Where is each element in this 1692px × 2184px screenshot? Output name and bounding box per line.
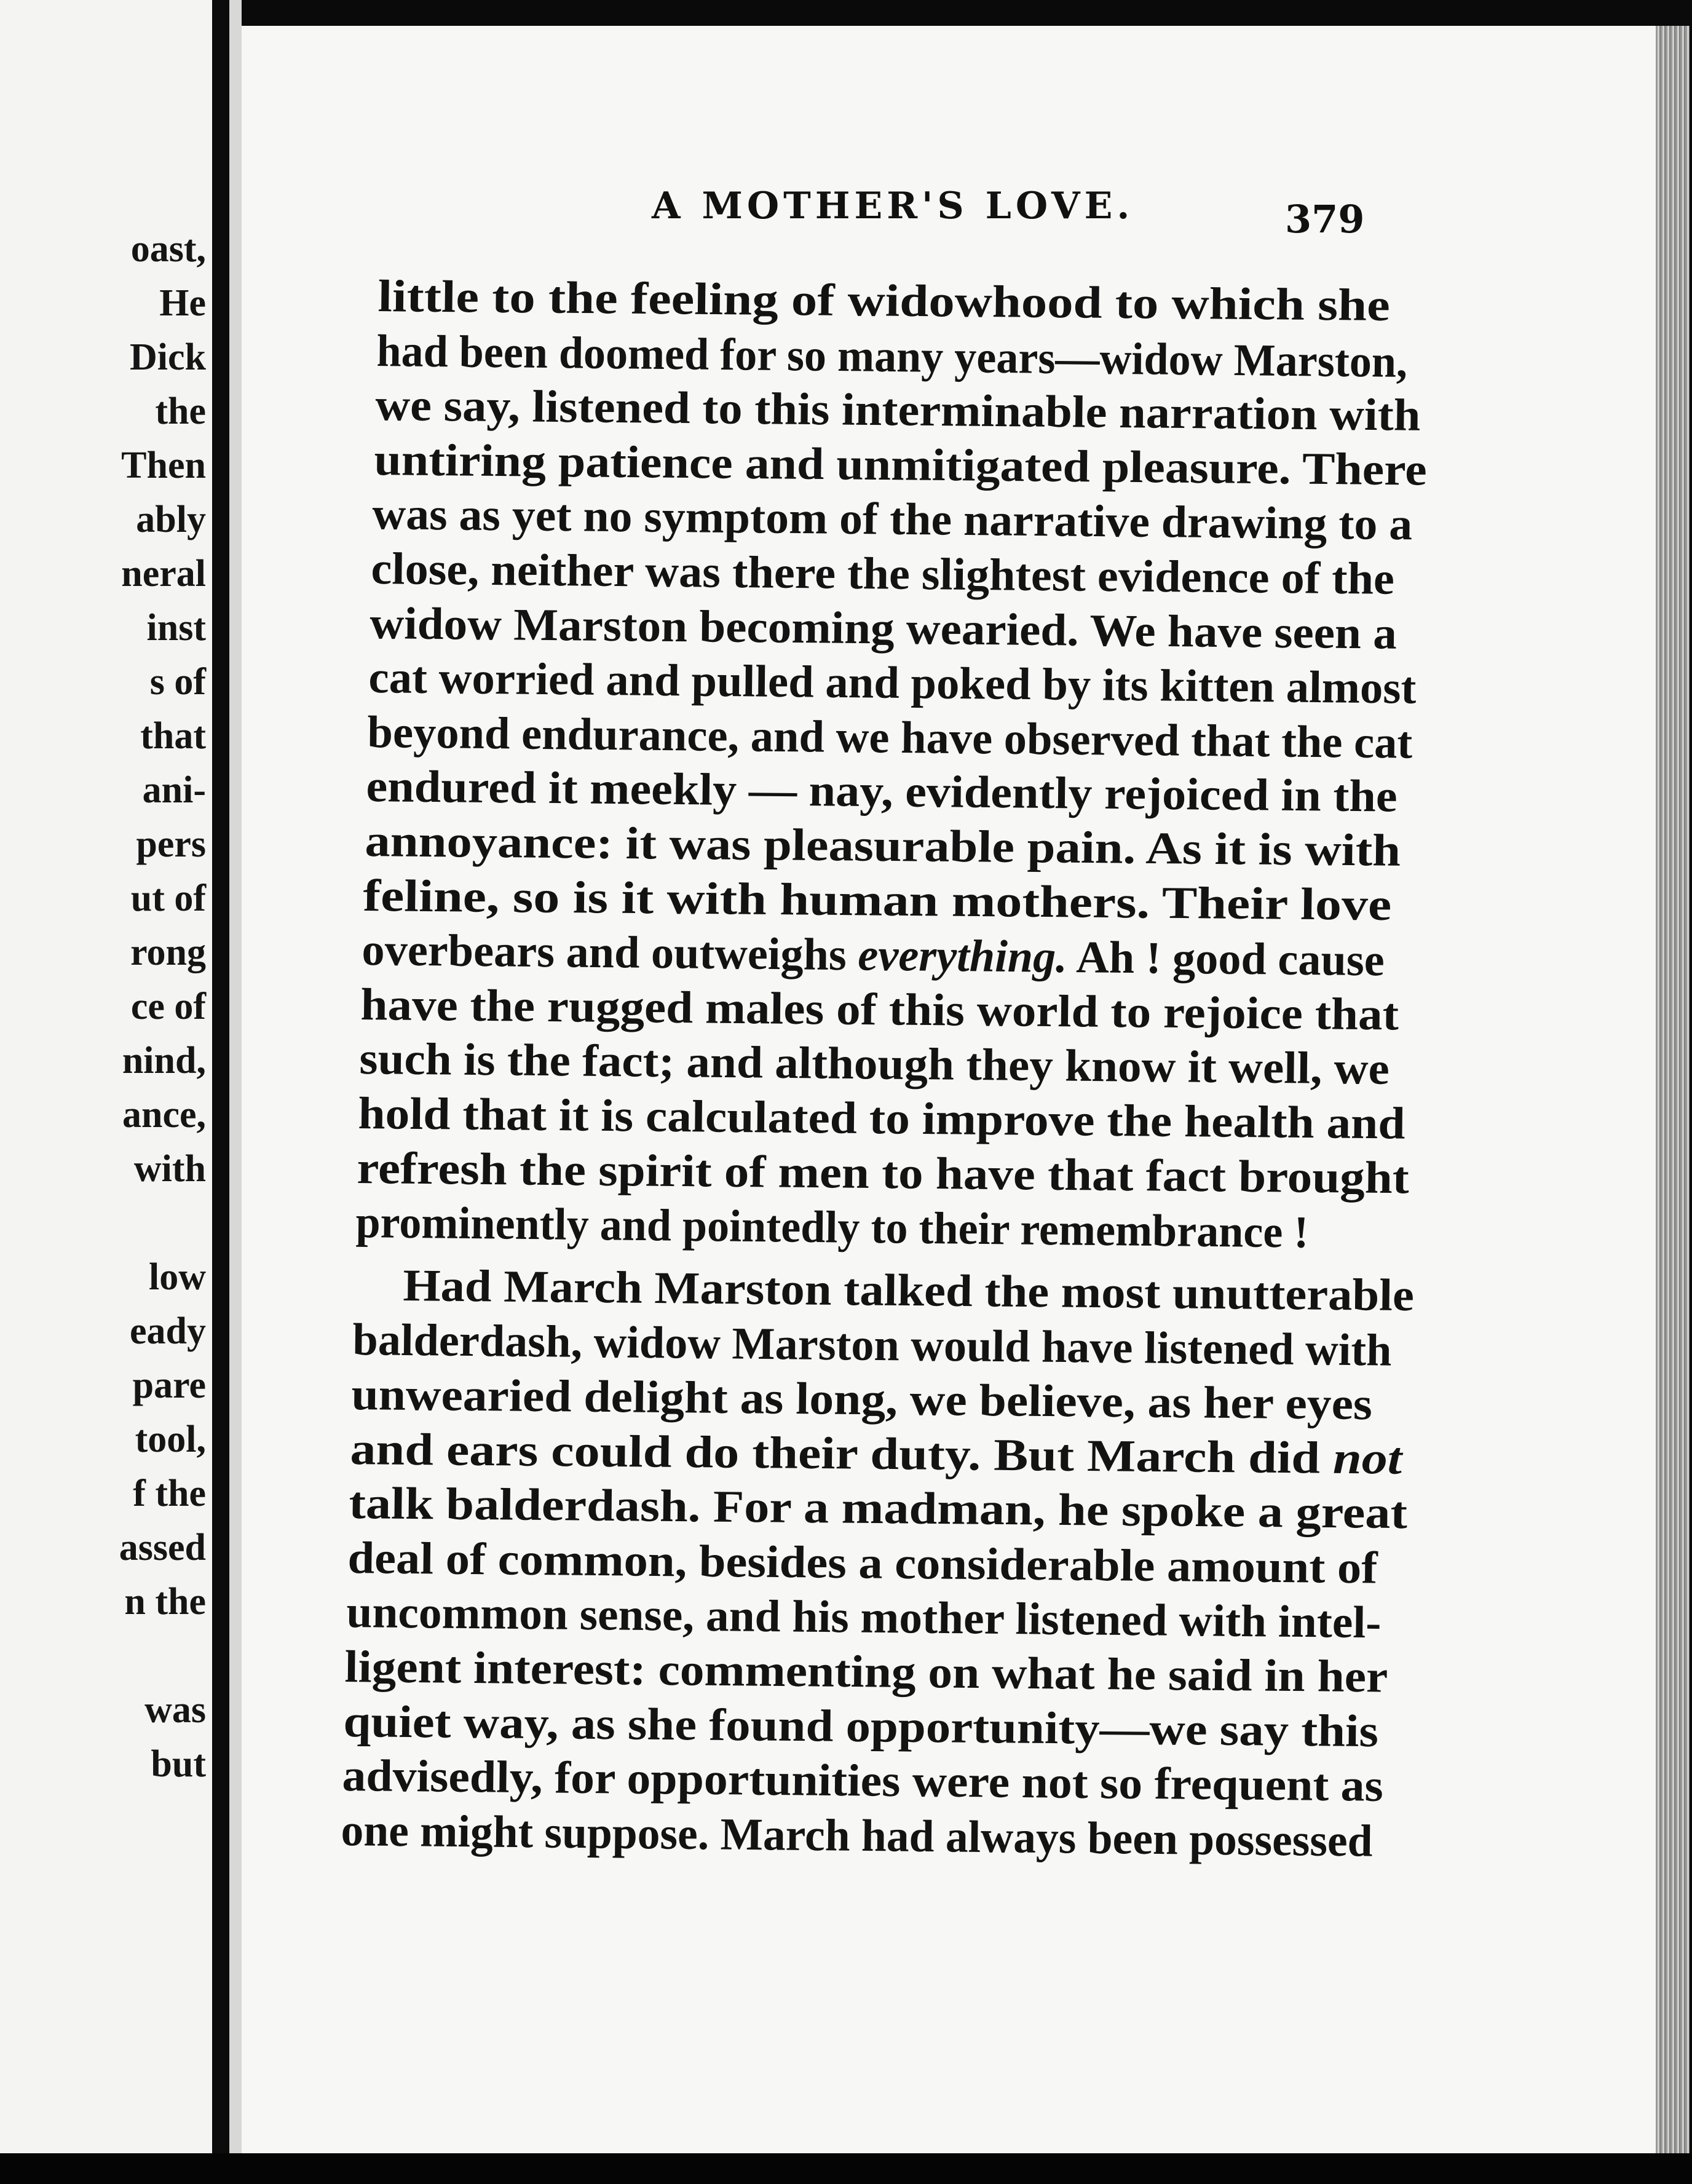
text-line: untiring patience and unmitigated pleasure. There bbox=[373, 434, 1427, 496]
left-page-fragment: Dick bbox=[130, 336, 206, 378]
text-line bbox=[362, 924, 1385, 987]
text-segment: and ears could do their duty. But March did bbox=[350, 1423, 1334, 1484]
left-page-fragment: ably bbox=[136, 499, 206, 540]
text-line: ligent interest: commenting on what he said in her bbox=[344, 1642, 1389, 1703]
text-line: cat worried and pulled and poked by its kitten almost bbox=[368, 652, 1417, 714]
text-line: was as yet no symptom of the narrative drawing to a bbox=[372, 489, 1413, 550]
left-page-fragment: but bbox=[151, 1743, 206, 1785]
left-page-fragment: was bbox=[144, 1689, 206, 1731]
page-number: 379 bbox=[1285, 197, 1365, 242]
left-page-fragment: ance, bbox=[122, 1094, 206, 1136]
text-line: balderdash, widow Marston would have listened with bbox=[352, 1315, 1393, 1377]
text-line: beyond endurance, and we have observed that the cat bbox=[366, 706, 1413, 769]
emphasis-text: everything. bbox=[858, 930, 1068, 983]
text-line: widow Marston becoming wearied. We have seen a bbox=[370, 598, 1397, 659]
left-page-fragment: rong bbox=[130, 932, 206, 973]
left-page-fragment: ani- bbox=[142, 769, 206, 811]
text-line: prominently and pointedly to their remembrance ! bbox=[355, 1197, 1309, 1258]
text-line: endured it meekly — nay, evidently rejoiced in the bbox=[365, 761, 1397, 822]
text-line: we say, listened to this interminable narration with bbox=[374, 380, 1421, 441]
text-segment: overbears and outweighs bbox=[362, 925, 859, 981]
left-page-fragment: He bbox=[159, 282, 206, 324]
left-page-fragment: pers bbox=[136, 823, 206, 865]
gutter-inner bbox=[229, 0, 242, 2184]
text-line: feline, so is it with human mothers. Their love bbox=[363, 870, 1393, 930]
page-edge bbox=[1656, 26, 1690, 2153]
text-line bbox=[350, 1423, 1402, 1486]
left-page-fragment: inst bbox=[146, 607, 206, 649]
left-page-fragment: ut of bbox=[130, 877, 206, 919]
left-page-fragment: oast, bbox=[130, 228, 206, 270]
text-line: have the rugged males of this world to rejoice that bbox=[360, 979, 1399, 1040]
text-line: hold that it is calculated to improve the health and bbox=[357, 1088, 1405, 1149]
text-line: refresh the spirit of men to have that fact brought bbox=[356, 1142, 1409, 1203]
text-line: close, neither was there the slightest evidence of the bbox=[371, 543, 1395, 604]
left-page-fragment: pare bbox=[132, 1364, 206, 1406]
text-line: one might suppose. March had always been possessed bbox=[341, 1805, 1373, 1867]
left-page-fragment: nind, bbox=[122, 1040, 206, 1082]
left-page-fragment: that bbox=[140, 715, 206, 757]
text-line: deal of common, besides a considerable amount of bbox=[347, 1532, 1378, 1594]
text-line: annoyance: it was pleasurable pain. As it is with bbox=[364, 816, 1401, 876]
left-page-fragment: n the bbox=[124, 1581, 206, 1623]
left-page-fragment: f the bbox=[133, 1473, 206, 1514]
left-page-fragment: the bbox=[155, 390, 206, 432]
text-line: talk balderdash. For a madman, he spoke a great bbox=[348, 1478, 1408, 1539]
gutter-shadow bbox=[212, 0, 229, 2184]
text-line: little to the feeling of widowhood to which she bbox=[378, 271, 1391, 331]
text-line: had been doomed for so many years—widow Marston, bbox=[376, 325, 1408, 387]
text-line: quiet way, as she found opportunity—we say this bbox=[343, 1696, 1379, 1757]
left-page-fragment: s of bbox=[149, 661, 206, 703]
left-page-fragment: eady bbox=[130, 1310, 206, 1352]
text-segment: Ah ! good cause bbox=[1067, 932, 1385, 986]
left-page-fragment: with bbox=[133, 1148, 206, 1190]
text-line: such is the fact; and although they know it well, we bbox=[359, 1034, 1390, 1095]
left-page-fragment: assed bbox=[119, 1527, 206, 1569]
text-line: advisedly, for opportunities were not so frequent as bbox=[342, 1751, 1384, 1812]
left-page-fragment: low bbox=[149, 1256, 206, 1298]
left-page-fragment: tool, bbox=[135, 1418, 206, 1460]
left-page-fragment: neral bbox=[121, 553, 206, 595]
text-line: uncommon sense, and his mother listened with intel- bbox=[346, 1587, 1382, 1648]
left-page-fragment: ce of bbox=[130, 986, 206, 1027]
running-header: A MOTHER'S LOVE. bbox=[652, 184, 1134, 228]
text-line: Had March Marston talked the most unutterable bbox=[403, 1260, 1415, 1321]
left-page-fragment: Then bbox=[121, 445, 206, 486]
text-line: unwearied delight as long, we believe, as her eyes bbox=[351, 1369, 1373, 1430]
scan-border bbox=[0, 2153, 1692, 2184]
left-page bbox=[0, 0, 212, 2184]
emphasis-text: not bbox=[1332, 1433, 1402, 1484]
